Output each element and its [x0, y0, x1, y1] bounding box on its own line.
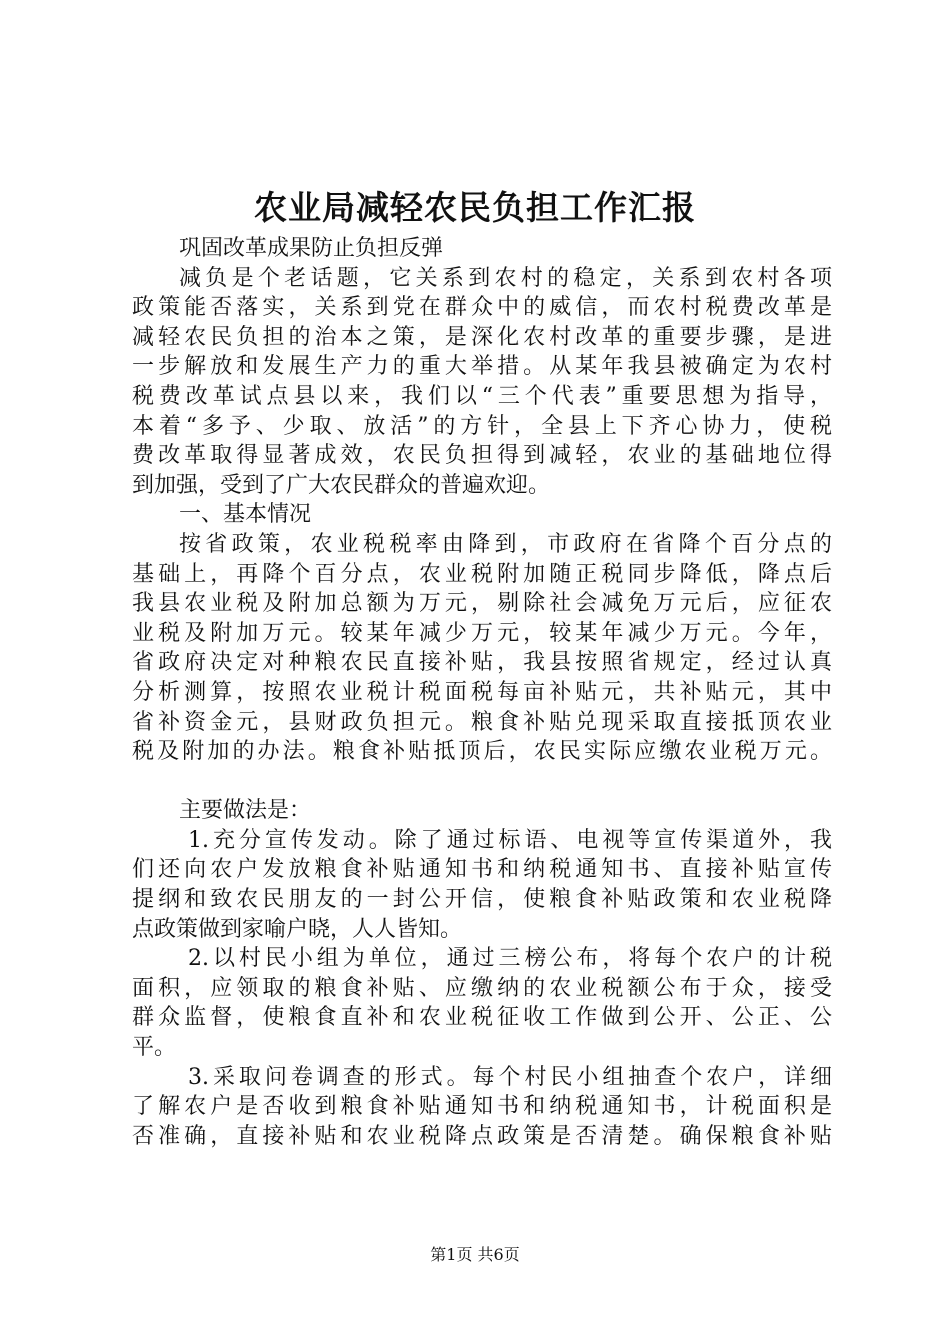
text-line: 提纲和致农民朋友的一封公开信，使粮食补贴政策和农业税降: [132, 887, 832, 913]
paragraph-basic-situation: [132, 530, 832, 767]
text-line: 业税及附加万元。较某年减少万元，较某年减少万元。今年，: [132, 620, 832, 646]
text-line: 否准确，直接补贴和农业税降点政策是否清楚。确保粮食补贴: [132, 1123, 832, 1149]
list-item-2: [132, 944, 832, 1062]
text-line: 减轻农民负担的治本之策，是深化农村改革的重要步骤，是进: [132, 324, 832, 350]
section-heading-main-practices: 主要做法是：: [179, 798, 312, 824]
text-line: 政策能否落实，关系到党在群众中的威信，而农村税费改革是: [132, 295, 832, 321]
text-line: 们还向农户发放粮食补贴通知书和纳税通知书、直接补贴宣传: [132, 857, 832, 883]
text-line: 省补资金元，县财政负担元。粮食补贴兑现采取直接抵顶农业: [132, 709, 832, 735]
text-line: 面积，应领取的粮食补贴、应缴纳的农业税额公布于众，接受: [132, 975, 832, 1001]
text-line: 费改革取得显著成效，农民负担得到减轻，农业的基础地位得: [132, 443, 832, 469]
text-line: 了解农户是否收到粮食补贴通知书和纳税通知书，计税面积是: [132, 1094, 832, 1120]
text-line: 基础上，再降个百分点，农业税附加随正税同步降低，降点后: [132, 561, 832, 587]
text-line: 群众监督，使粮食直补和农业税征收工作做到公开、公正、公: [132, 1005, 832, 1031]
text-line: 我县农业税及附加总额为万元，剔除社会减免万元后，应征农: [132, 591, 832, 617]
text-line: 1.充分宣传发动。除了通过标语、电视等宣传渠道外，我: [188, 827, 832, 853]
text-line: 一步解放和发展生产力的重大举措。从某年我县被确定为农村: [132, 354, 832, 380]
document-title: 农业局减轻农民负担工作汇报: [254, 188, 696, 227]
text-line: 2.以村民小组为单位，通过三榜公布，将每个农户的计税: [188, 946, 832, 972]
section-heading-basic-situation: 一、基本情况: [179, 502, 312, 528]
text-line: 平。: [132, 1035, 177, 1061]
text-line: 本着“多予、少取、放活”的方针，全县上下齐心协力，使税: [132, 413, 832, 439]
blank-line: [132, 767, 832, 797]
subtitle: 巩固改革成果防止负担反弹: [179, 236, 444, 261]
text-line: 省政府决定对种粮农民直接补贴，我县按照省规定，经过认真: [132, 650, 832, 676]
text-line: 税及附加的办法。粮食补贴抵顶后，农民实际应缴农业税万元。: [132, 739, 832, 765]
text-line: 点政策做到家喻户晓，人人皆知。: [132, 916, 463, 942]
document-body: [132, 234, 832, 1151]
paragraph-intro: [132, 264, 832, 501]
text-line: 3.采取问卷调查的形式。每个村民小组抽查个农户，详细: [188, 1064, 832, 1090]
text-line: 减负是个老话题，它关系到农村的稳定，关系到农村各项: [179, 265, 832, 291]
list-item-1: [132, 826, 832, 944]
text-line: 按省政策，农业税税率由降到，市政府在省降个百分点的: [179, 531, 832, 557]
text-line: 税费改革试点县以来，我们以“三个代表”重要思想为指导，: [132, 383, 832, 409]
list-item-3: [132, 1063, 832, 1152]
text-line: 分析测算，按照农业税计税面税每亩补贴元，共补贴元，其中: [132, 679, 832, 705]
text-line: 到加强，受到了广大农民群众的普遍欢迎。: [132, 472, 551, 498]
page-number-footer: 第1页 共6页: [430, 1245, 520, 1264]
